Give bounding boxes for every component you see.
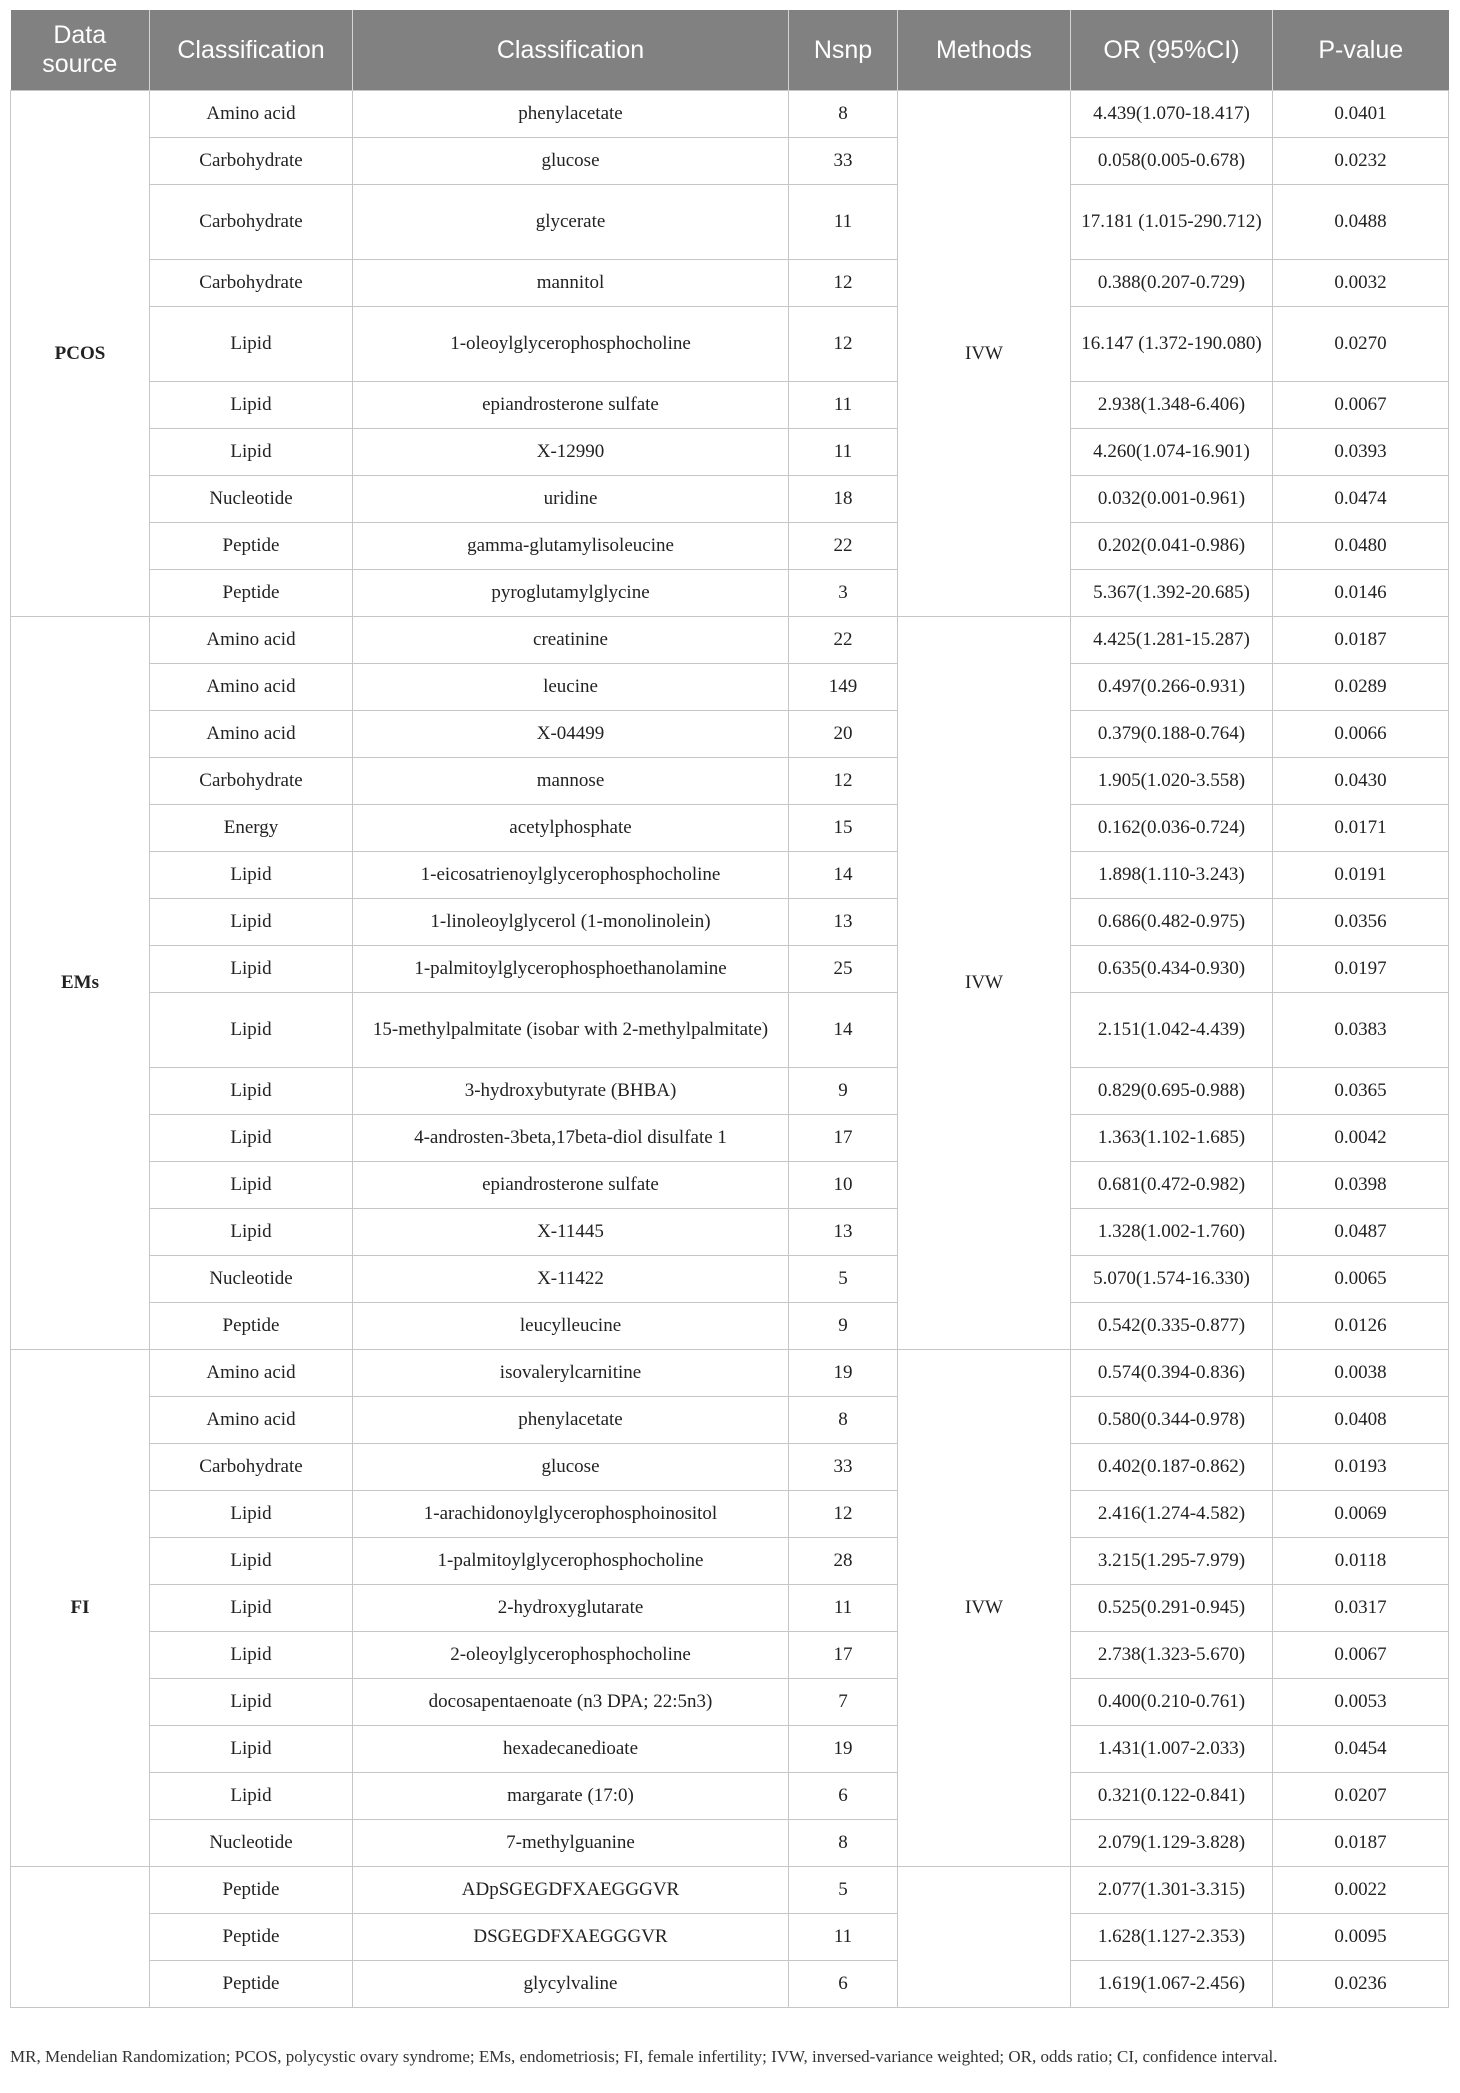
table-row [11, 1162, 1449, 1209]
or-ci-cell: 0.829(0.695-0.988) [1071, 1068, 1273, 1115]
nsnp-cell: 13 [789, 1209, 898, 1256]
table-row [11, 185, 1449, 260]
p-value-cell: 0.0042 [1273, 1115, 1449, 1162]
nsnp-cell: 33 [789, 138, 898, 185]
table-row [11, 1350, 1449, 1397]
metabolite-cell: X-11445 [353, 1209, 789, 1256]
table-row [11, 1491, 1449, 1538]
p-value-cell: 0.0193 [1273, 1444, 1449, 1491]
p-value-cell: 0.0236 [1273, 1961, 1449, 2008]
p-value-cell: 0.0356 [1273, 899, 1449, 946]
nsnp-cell: 17 [789, 1632, 898, 1679]
nsnp-cell: 11 [789, 1914, 898, 1961]
table-row [11, 899, 1449, 946]
or-ci-cell: 2.416(1.274-4.582) [1071, 1491, 1273, 1538]
or-ci-cell: 0.400(0.210-0.761) [1071, 1679, 1273, 1726]
p-value-cell: 0.0197 [1273, 946, 1449, 993]
p-value-cell: 0.0480 [1273, 523, 1449, 570]
or-ci-cell: 0.321(0.122-0.841) [1071, 1773, 1273, 1820]
table-row [11, 1961, 1449, 2008]
classification-cell: Peptide [150, 523, 353, 570]
p-value-cell: 0.0022 [1273, 1867, 1449, 1914]
classification-cell: Nucleotide [150, 476, 353, 523]
or-ci-cell: 1.619(1.067-2.456) [1071, 1961, 1273, 2008]
metabolite-cell: epiandrosterone sulfate [353, 1162, 789, 1209]
nsnp-cell: 8 [789, 91, 898, 138]
or-ci-cell: 5.367(1.392-20.685) [1071, 570, 1273, 617]
metabolite-cell: mannitol [353, 260, 789, 307]
p-value-cell: 0.0474 [1273, 476, 1449, 523]
nsnp-cell: 14 [789, 993, 898, 1068]
header-p-value: P-value [1273, 10, 1449, 91]
table-row [11, 946, 1449, 993]
classification-cell: Carbohydrate [150, 758, 353, 805]
classification-cell: Lipid [150, 946, 353, 993]
table-row [11, 758, 1449, 805]
header-nsnp: Nsnp [789, 10, 898, 91]
metabolite-cell: mannose [353, 758, 789, 805]
metabolite-cell: phenylacetate [353, 1397, 789, 1444]
header-methods: Methods [898, 10, 1071, 91]
table-row [11, 1632, 1449, 1679]
nsnp-cell: 11 [789, 429, 898, 476]
metabolite-cell: isovalerylcarnitine [353, 1350, 789, 1397]
table-row [11, 1444, 1449, 1491]
table-row [11, 1679, 1449, 1726]
table-row [11, 138, 1449, 185]
metabolite-cell: 1-oleoylglycerophosphocholine [353, 307, 789, 382]
p-value-cell: 0.0408 [1273, 1397, 1449, 1444]
metabolite-cell: X-04499 [353, 711, 789, 758]
or-ci-cell: 1.905(1.020-3.558) [1071, 758, 1273, 805]
metabolite-cell: acetylphosphate [353, 805, 789, 852]
method-cell: IVW [898, 1350, 1071, 1867]
nsnp-cell: 13 [789, 899, 898, 946]
nsnp-cell: 12 [789, 758, 898, 805]
or-ci-cell: 3.215(1.295-7.979) [1071, 1538, 1273, 1585]
classification-cell: Peptide [150, 1914, 353, 1961]
table-body [11, 91, 1449, 2008]
p-value-cell: 0.0187 [1273, 617, 1449, 664]
classification-cell: Lipid [150, 429, 353, 476]
table-row [11, 1867, 1449, 1914]
or-ci-cell: 1.431(1.007-2.033) [1071, 1726, 1273, 1773]
p-value-cell: 0.0365 [1273, 1068, 1449, 1115]
or-ci-cell: 0.574(0.394-0.836) [1071, 1350, 1273, 1397]
or-ci-cell: 0.542(0.335-0.877) [1071, 1303, 1273, 1350]
or-ci-cell: 5.070(1.574-16.330) [1071, 1256, 1273, 1303]
nsnp-cell: 14 [789, 852, 898, 899]
metabolite-cell: leucine [353, 664, 789, 711]
metabolite-cell: 2-hydroxyglutarate [353, 1585, 789, 1632]
nsnp-cell: 33 [789, 1444, 898, 1491]
or-ci-cell: 0.686(0.482-0.975) [1071, 899, 1273, 946]
nsnp-cell: 8 [789, 1820, 898, 1867]
classification-cell: Amino acid [150, 91, 353, 138]
p-value-cell: 0.0069 [1273, 1491, 1449, 1538]
metabolite-cell: DSGEGDFXAEGGGVR [353, 1914, 789, 1961]
p-value-cell: 0.0488 [1273, 185, 1449, 260]
or-ci-cell: 1.328(1.002-1.760) [1071, 1209, 1273, 1256]
table-row [11, 664, 1449, 711]
classification-cell: Lipid [150, 1773, 353, 1820]
metabolite-cell: epiandrosterone sulfate [353, 382, 789, 429]
classification-cell: Carbohydrate [150, 260, 353, 307]
classification-cell: Lipid [150, 1585, 353, 1632]
header-or-ci: OR (95%CI) [1071, 10, 1273, 91]
or-ci-cell: 2.738(1.323-5.670) [1071, 1632, 1273, 1679]
nsnp-cell: 5 [789, 1867, 898, 1914]
classification-cell: Carbohydrate [150, 138, 353, 185]
p-value-cell: 0.0317 [1273, 1585, 1449, 1632]
classification-cell: Lipid [150, 993, 353, 1068]
classification-cell: Lipid [150, 382, 353, 429]
p-value-cell: 0.0095 [1273, 1914, 1449, 1961]
nsnp-cell: 11 [789, 382, 898, 429]
table-row [11, 1256, 1449, 1303]
p-value-cell: 0.0401 [1273, 91, 1449, 138]
or-ci-cell: 0.058(0.005-0.678) [1071, 138, 1273, 185]
header-classification: Classification [150, 10, 353, 91]
table-row [11, 1914, 1449, 1961]
metabolite-cell: phenylacetate [353, 91, 789, 138]
p-value-cell: 0.0383 [1273, 993, 1449, 1068]
nsnp-cell: 19 [789, 1350, 898, 1397]
or-ci-cell: 0.580(0.344-0.978) [1071, 1397, 1273, 1444]
header-data-source: Data source [11, 10, 150, 91]
nsnp-cell: 3 [789, 570, 898, 617]
nsnp-cell: 9 [789, 1068, 898, 1115]
or-ci-cell: 0.032(0.001-0.961) [1071, 476, 1273, 523]
metabolite-cell: 15-methylpalmitate (isobar with 2-methylpalmitate) [353, 993, 789, 1068]
p-value-cell: 0.0454 [1273, 1726, 1449, 1773]
metabolite-cell: margarate (17:0) [353, 1773, 789, 1820]
classification-cell: Nucleotide [150, 1256, 353, 1303]
nsnp-cell: 10 [789, 1162, 898, 1209]
p-value-cell: 0.0398 [1273, 1162, 1449, 1209]
metabolite-cell: 3-hydroxybutyrate (BHBA) [353, 1068, 789, 1115]
p-value-cell: 0.0146 [1273, 570, 1449, 617]
metabolite-cell: 7-methylguanine [353, 1820, 789, 1867]
table-row [11, 307, 1449, 382]
table-row [11, 1303, 1449, 1350]
classification-cell: Carbohydrate [150, 185, 353, 260]
metabolite-cell: 1-arachidonoylglycerophosphoinositol [353, 1491, 789, 1538]
results-table [10, 10, 1449, 2008]
table-row [11, 91, 1449, 138]
classification-cell: Lipid [150, 899, 353, 946]
or-ci-cell: 4.425(1.281-15.287) [1071, 617, 1273, 664]
table-row [11, 711, 1449, 758]
table-row [11, 1397, 1449, 1444]
nsnp-cell: 6 [789, 1961, 898, 2008]
table-row [11, 1209, 1449, 1256]
metabolite-cell: 1-palmitoylglycerophosphoethanolamine [353, 946, 789, 993]
classification-cell: Amino acid [150, 1397, 353, 1444]
method-cell [898, 1867, 1071, 2008]
table-row [11, 382, 1449, 429]
p-value-cell: 0.0430 [1273, 758, 1449, 805]
p-value-cell: 0.0065 [1273, 1256, 1449, 1303]
nsnp-cell: 17 [789, 1115, 898, 1162]
p-value-cell: 0.0191 [1273, 852, 1449, 899]
nsnp-cell: 6 [789, 1773, 898, 1820]
metabolite-cell: creatinine [353, 617, 789, 664]
header-metabolite-classification: Classification [353, 10, 789, 91]
metabolite-cell: uridine [353, 476, 789, 523]
classification-cell: Peptide [150, 1303, 353, 1350]
metabolite-cell: 1-eicosatrienoylglycerophosphocholine [353, 852, 789, 899]
method-cell: IVW [898, 91, 1071, 617]
table-row [11, 1726, 1449, 1773]
or-ci-cell: 17.181 (1.015-290.712) [1071, 185, 1273, 260]
nsnp-cell: 5 [789, 1256, 898, 1303]
nsnp-cell: 22 [789, 523, 898, 570]
nsnp-cell: 8 [789, 1397, 898, 1444]
p-value-cell: 0.0270 [1273, 307, 1449, 382]
nsnp-cell: 18 [789, 476, 898, 523]
or-ci-cell: 0.681(0.472-0.982) [1071, 1162, 1273, 1209]
or-ci-cell: 2.077(1.301-3.315) [1071, 1867, 1273, 1914]
p-value-cell: 0.0067 [1273, 382, 1449, 429]
table-row [11, 1068, 1449, 1115]
metabolite-cell: ADpSGEGDFXAEGGGVR [353, 1867, 789, 1914]
classification-cell: Peptide [150, 1867, 353, 1914]
or-ci-cell: 2.938(1.348-6.406) [1071, 382, 1273, 429]
nsnp-cell: 12 [789, 260, 898, 307]
nsnp-cell: 25 [789, 946, 898, 993]
classification-cell: Amino acid [150, 617, 353, 664]
or-ci-cell: 2.151(1.042-4.439) [1071, 993, 1273, 1068]
classification-cell: Lipid [150, 1068, 353, 1115]
classification-cell: Amino acid [150, 711, 353, 758]
table-header [11, 10, 1449, 91]
classification-cell: Lipid [150, 1162, 353, 1209]
or-ci-cell: 1.898(1.110-3.243) [1071, 852, 1273, 899]
metabolite-cell: 4-androsten-3beta,17beta-diol disulfate 1 [353, 1115, 789, 1162]
table-row [11, 476, 1449, 523]
classification-cell: Lipid [150, 1115, 353, 1162]
nsnp-cell: 12 [789, 1491, 898, 1538]
or-ci-cell: 0.497(0.266-0.931) [1071, 664, 1273, 711]
nsnp-cell: 149 [789, 664, 898, 711]
nsnp-cell: 19 [789, 1726, 898, 1773]
nsnp-cell: 12 [789, 307, 898, 382]
or-ci-cell: 0.202(0.041-0.986) [1071, 523, 1273, 570]
classification-cell: Lipid [150, 1538, 353, 1585]
classification-cell: Carbohydrate [150, 1444, 353, 1491]
or-ci-cell: 4.439(1.070-18.417) [1071, 91, 1273, 138]
p-value-cell: 0.0393 [1273, 429, 1449, 476]
metabolite-cell: pyroglutamylglycine [353, 570, 789, 617]
classification-cell: Peptide [150, 1961, 353, 2008]
header-row [11, 10, 1449, 91]
nsnp-cell: 15 [789, 805, 898, 852]
nsnp-cell: 22 [789, 617, 898, 664]
p-value-cell: 0.0118 [1273, 1538, 1449, 1585]
p-value-cell: 0.0126 [1273, 1303, 1449, 1350]
table-row [11, 1773, 1449, 1820]
or-ci-cell: 0.162(0.036-0.724) [1071, 805, 1273, 852]
table-row [11, 260, 1449, 307]
table-row [11, 1585, 1449, 1632]
or-ci-cell: 16.147 (1.372-190.080) [1071, 307, 1273, 382]
p-value-cell: 0.0232 [1273, 138, 1449, 185]
metabolite-cell: 2-oleoylglycerophosphocholine [353, 1632, 789, 1679]
classification-cell: Lipid [150, 1491, 353, 1538]
table-row [11, 1820, 1449, 1867]
p-value-cell: 0.0032 [1273, 260, 1449, 307]
nsnp-cell: 28 [789, 1538, 898, 1585]
classification-cell: Lipid [150, 1679, 353, 1726]
metabolite-cell: gamma-glutamylisoleucine [353, 523, 789, 570]
nsnp-cell: 11 [789, 185, 898, 260]
table-row [11, 993, 1449, 1068]
p-value-cell: 0.0171 [1273, 805, 1449, 852]
p-value-cell: 0.0187 [1273, 1820, 1449, 1867]
metabolite-cell: glycerate [353, 185, 789, 260]
method-cell: IVW [898, 617, 1071, 1350]
p-value-cell: 0.0487 [1273, 1209, 1449, 1256]
metabolite-cell: leucylleucine [353, 1303, 789, 1350]
table-row [11, 1115, 1449, 1162]
metabolite-cell: 1-palmitoylglycerophosphocholine [353, 1538, 789, 1585]
nsnp-cell: 11 [789, 1585, 898, 1632]
or-ci-cell: 0.525(0.291-0.945) [1071, 1585, 1273, 1632]
or-ci-cell: 0.635(0.434-0.930) [1071, 946, 1273, 993]
data-source-cell: EMs [11, 617, 150, 1350]
p-value-cell: 0.0038 [1273, 1350, 1449, 1397]
classification-cell: Lipid [150, 307, 353, 382]
nsnp-cell: 20 [789, 711, 898, 758]
p-value-cell: 0.0066 [1273, 711, 1449, 758]
table-row [11, 617, 1449, 664]
metabolite-cell: X-11422 [353, 1256, 789, 1303]
or-ci-cell: 2.079(1.129-3.828) [1071, 1820, 1273, 1867]
table-row [11, 852, 1449, 899]
or-ci-cell: 0.379(0.188-0.764) [1071, 711, 1273, 758]
p-value-cell: 0.0067 [1273, 1632, 1449, 1679]
data-source-cell: PCOS [11, 91, 150, 617]
classification-cell: Peptide [150, 570, 353, 617]
metabolite-cell: glucose [353, 1444, 789, 1491]
metabolite-cell: glucose [353, 138, 789, 185]
classification-cell: Lipid [150, 852, 353, 899]
table-row [11, 805, 1449, 852]
metabolite-cell: X-12990 [353, 429, 789, 476]
classification-cell: Energy [150, 805, 353, 852]
or-ci-cell: 1.363(1.102-1.685) [1071, 1115, 1273, 1162]
metabolite-cell: docosapentaenoate (n3 DPA; 22:5n3) [353, 1679, 789, 1726]
metabolite-cell: 1-linoleoylglycerol (1-monolinolein) [353, 899, 789, 946]
metabolite-cell: hexadecanedioate [353, 1726, 789, 1773]
data-source-cell [11, 1867, 150, 2008]
classification-cell: Lipid [150, 1632, 353, 1679]
nsnp-cell: 7 [789, 1679, 898, 1726]
table-footnote: MR, Mendelian Randomization; PCOS, polycystic ovary syndrome; EMs, endometriosis; FI, female infertility; IVW, inversed-variance weighted; OR, odds ratio; CI, confidence interval. [10, 2047, 1278, 2066]
or-ci-cell: 4.260(1.074-16.901) [1071, 429, 1273, 476]
or-ci-cell: 1.628(1.127-2.353) [1071, 1914, 1273, 1961]
data-source-cell: FI [11, 1350, 150, 1867]
table-row [11, 523, 1449, 570]
p-value-cell: 0.0053 [1273, 1679, 1449, 1726]
table-row [11, 570, 1449, 617]
nsnp-cell: 9 [789, 1303, 898, 1350]
table-row [11, 1538, 1449, 1585]
classification-cell: Lipid [150, 1209, 353, 1256]
p-value-cell: 0.0207 [1273, 1773, 1449, 1820]
classification-cell: Amino acid [150, 664, 353, 711]
table-row [11, 429, 1449, 476]
or-ci-cell: 0.402(0.187-0.862) [1071, 1444, 1273, 1491]
classification-cell: Nucleotide [150, 1820, 353, 1867]
classification-cell: Amino acid [150, 1350, 353, 1397]
classification-cell: Lipid [150, 1726, 353, 1773]
p-value-cell: 0.0289 [1273, 664, 1449, 711]
metabolite-cell: glycylvaline [353, 1961, 789, 2008]
or-ci-cell: 0.388(0.207-0.729) [1071, 260, 1273, 307]
